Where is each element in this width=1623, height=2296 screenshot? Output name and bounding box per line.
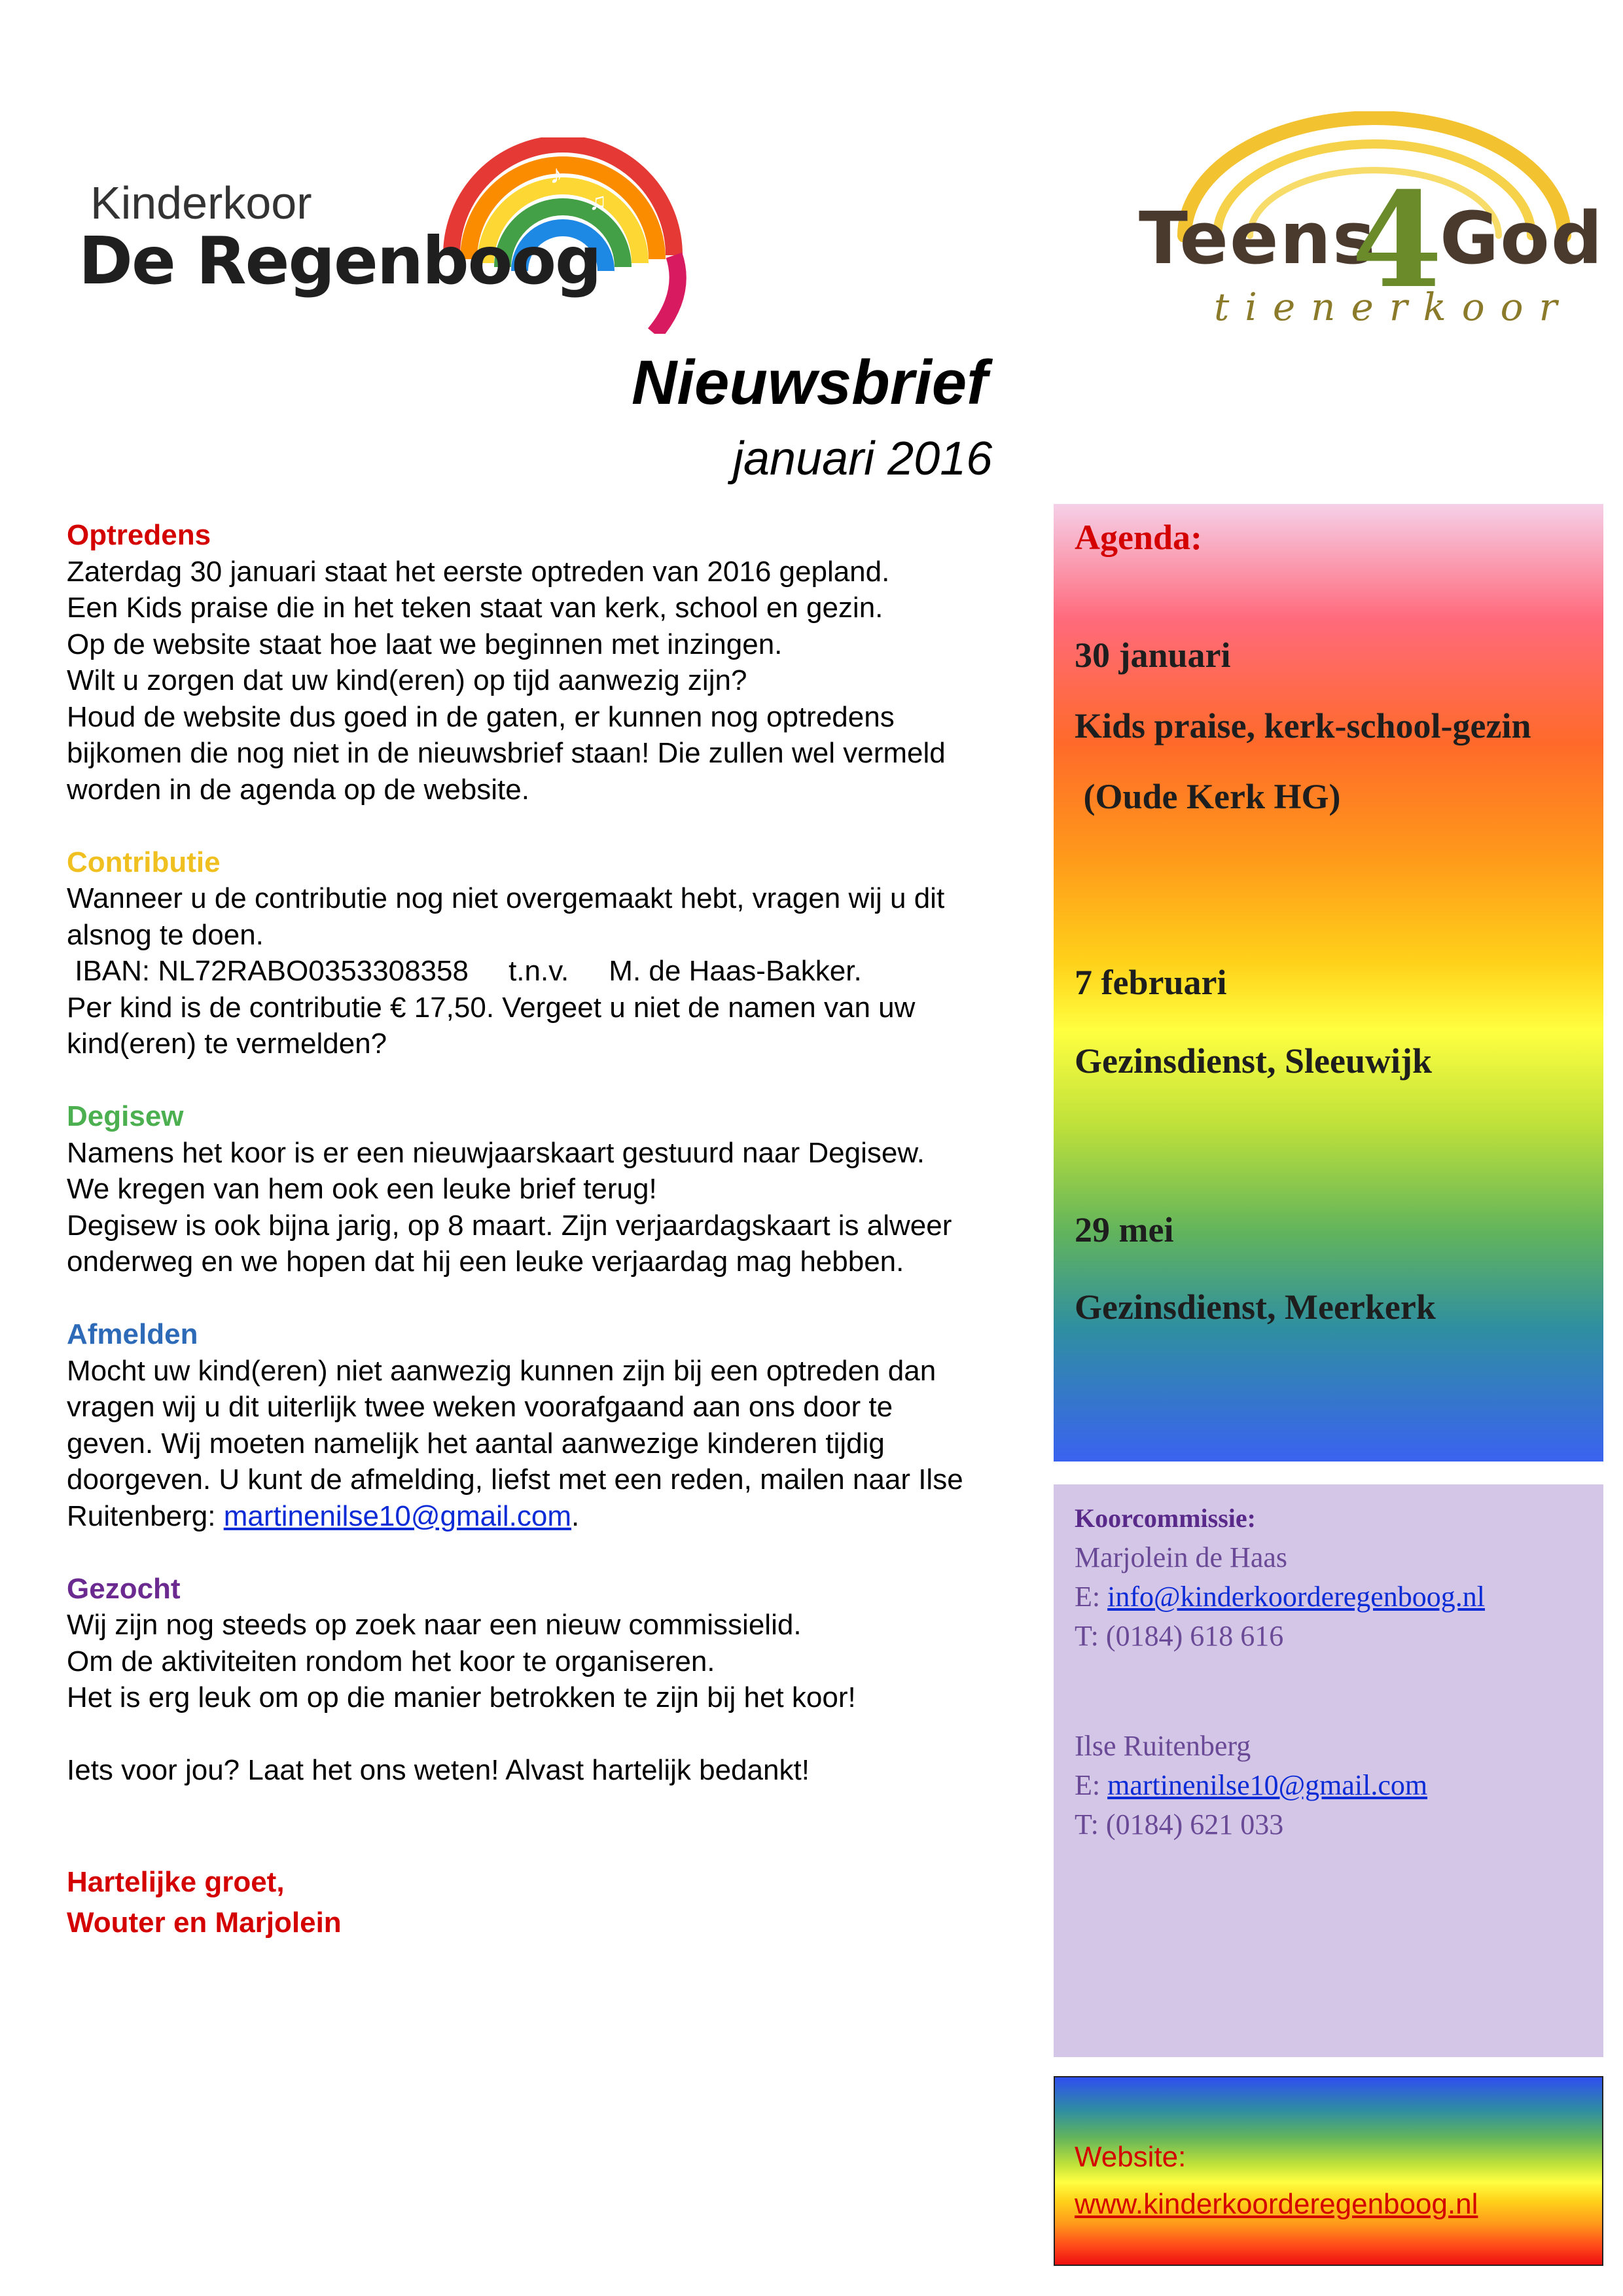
agenda-desc: Gezinsdienst, Sleeuwijk <box>1075 1041 1433 1081</box>
text-line: onderweg en we hopen dat hij een leuke verjaardag mag hebben. <box>67 1246 904 1278</box>
text-line: alsnog te doen. <box>67 918 264 951</box>
text-line: Zaterdag 30 januari staat het eerste optreden van 2016 gepland. <box>67 555 890 588</box>
commissie-content <box>1075 1499 1485 1844</box>
agenda-date: 30 januari <box>1075 636 1231 675</box>
page-subtitle: januari 2016 <box>733 433 993 485</box>
commissie-box <box>1054 1484 1603 2057</box>
logo-right-word2: God <box>1440 196 1604 280</box>
person2-email-link[interactable]: martinenilse10@gmail.com <box>1107 1769 1428 1801</box>
agenda-extra: (Oude Kerk HG) <box>1075 777 1341 816</box>
text-line: Wilt u zorgen dat uw kind(eren) op tijd aanwezig zijn? <box>67 664 747 696</box>
agenda-desc: Gezinsdienst, Meerkerk <box>1075 1287 1436 1327</box>
section-optredens <box>67 517 1029 808</box>
heading-optredens: Optredens <box>67 519 211 551</box>
text-line: Een Kids praise die in het teken staat van kerk, school en gezin. <box>67 592 883 624</box>
person2-phone: T: (0184) 621 033 <box>1075 1808 1284 1840</box>
text-line: Degisew is ook bijna jarig, op 8 maart. Zijn verjaardagskaart is alweer <box>67 1209 952 1242</box>
text-line: kind(eren) te vermelden? <box>67 1028 387 1060</box>
text-line: We kregen van hem ook een leuke brief terug! <box>67 1173 657 1205</box>
heading-contributie: Contributie <box>67 846 221 878</box>
text-line: doorgeven. U kunt de afmelding, liefst met een reden, mailen naar Ilse <box>67 1463 963 1496</box>
section-contributie <box>67 844 1029 1062</box>
closing-line1: Hartelijke groet, <box>67 1866 285 1898</box>
agenda-date: 29 mei <box>1075 1210 1174 1249</box>
newsletter-body <box>67 517 1029 1789</box>
heading-degisew: Degisew <box>67 1100 184 1132</box>
text-line: Het is erg leuk om op die manier betrokken te zijn bij het koor! <box>67 1681 856 1713</box>
text-line: Mocht uw kind(eren) niet aanwezig kunnen zijn bij een optreden dan <box>67 1354 936 1387</box>
section-afmelden <box>67 1316 1029 1534</box>
section-degisew <box>67 1098 1029 1280</box>
afmelden-prefix: Ruitenberg: <box>67 1499 224 1532</box>
website-link[interactable]: www.kinderkoorderegenboog.nl <box>1075 2188 1478 2220</box>
person2-email-row <box>1075 1766 1485 1805</box>
svg-text:♫: ♫ <box>589 188 607 215</box>
website-label: Website: <box>1075 2141 1186 2173</box>
iban-line: IBAN: NL72RABO0353308358 t.n.v. M. de Haas-Bakker. <box>67 955 862 987</box>
logo-left-line1: Kinderkoor <box>90 177 312 228</box>
text-line: Houd de website dus goed in de gaten, er kunnen nog optredens <box>67 700 895 733</box>
person1-email-row <box>1075 1577 1485 1617</box>
agenda-box <box>1054 504 1603 1462</box>
website-content <box>1075 2134 1478 2228</box>
afmelden-email-link[interactable]: martinenilse10@gmail.com <box>223 1499 572 1532</box>
text-line: Op de website staat hoe laat we beginnen met inzingen. <box>67 628 783 660</box>
commissie-heading: Koorcommissie: <box>1075 1503 1256 1533</box>
logo-right-four: 4 <box>1351 164 1443 317</box>
closing-greeting <box>67 1862 342 1943</box>
agenda-date: 7 februari <box>1075 963 1227 1002</box>
text-line: Wij zijn nog steeds op zoek naar een nieuw commissielid. <box>67 1609 802 1641</box>
person1-phone: T: (0184) 618 616 <box>1075 1620 1284 1652</box>
heading-afmelden: Afmelden <box>67 1318 198 1350</box>
text-line: Om de aktiviteiten rondom het koor te organiseren. <box>67 1645 715 1677</box>
text-line: geven. Wij moeten namelijk het aantal aanwezige kinderen tijdig <box>67 1427 885 1460</box>
text-line: Per kind is de contributie € 17,50. Vergeet u niet de namen van uw <box>67 991 916 1024</box>
person1-email-link[interactable]: info@kinderkoorderegenboog.nl <box>1107 1581 1486 1613</box>
person2-name: Ilse Ruitenberg <box>1075 1730 1251 1762</box>
text-line <box>67 1498 1029 1535</box>
svg-text:♪: ♪ <box>550 160 563 189</box>
teens4god-logo <box>1132 111 1610 334</box>
agenda-heading: Agenda: <box>1075 518 1203 557</box>
kinderkoor-logo <box>72 131 648 327</box>
person1-name: Marjolein de Haas <box>1075 1541 1287 1573</box>
email-prefix: E: <box>1075 1769 1108 1801</box>
email-prefix: E: <box>1075 1581 1108 1613</box>
text-line: worden in de agenda op de website. <box>67 773 529 806</box>
afmelden-suffix: . <box>571 1499 580 1532</box>
spacer <box>1075 1656 1485 1727</box>
text-line: Namens het koor is er een nieuwjaarskaart gestuurd naar Degisew. <box>67 1136 925 1169</box>
section-gezocht <box>67 1571 1029 1789</box>
text-line: Iets voor jou? Laat het ons weten! Alvast hartelijk bedankt! <box>67 1754 810 1786</box>
text-line: vragen wij u dit uiterlijk twee weken voorafgaand aan ons door te <box>67 1391 893 1423</box>
logo-right-word1: Teens <box>1139 196 1377 280</box>
agenda-desc: Kids praise, kerk-school-gezin <box>1075 706 1531 745</box>
logo-right-sub: tienerkoor <box>1214 285 1573 329</box>
closing-line2: Wouter en Marjolein <box>67 1907 342 1939</box>
text-line: bijkomen die nog niet in de nieuwsbrief staan! Die zullen wel vermeld <box>67 737 946 769</box>
logo-left-line2: De Regenboog <box>79 223 601 299</box>
page-title: Nieuwsbrief <box>632 348 988 418</box>
heading-gezocht: Gezocht <box>67 1572 181 1605</box>
text-line: Wanneer u de contributie nog niet overgemaakt hebt, vragen wij u dit <box>67 882 945 914</box>
website-box <box>1054 2076 1603 2266</box>
